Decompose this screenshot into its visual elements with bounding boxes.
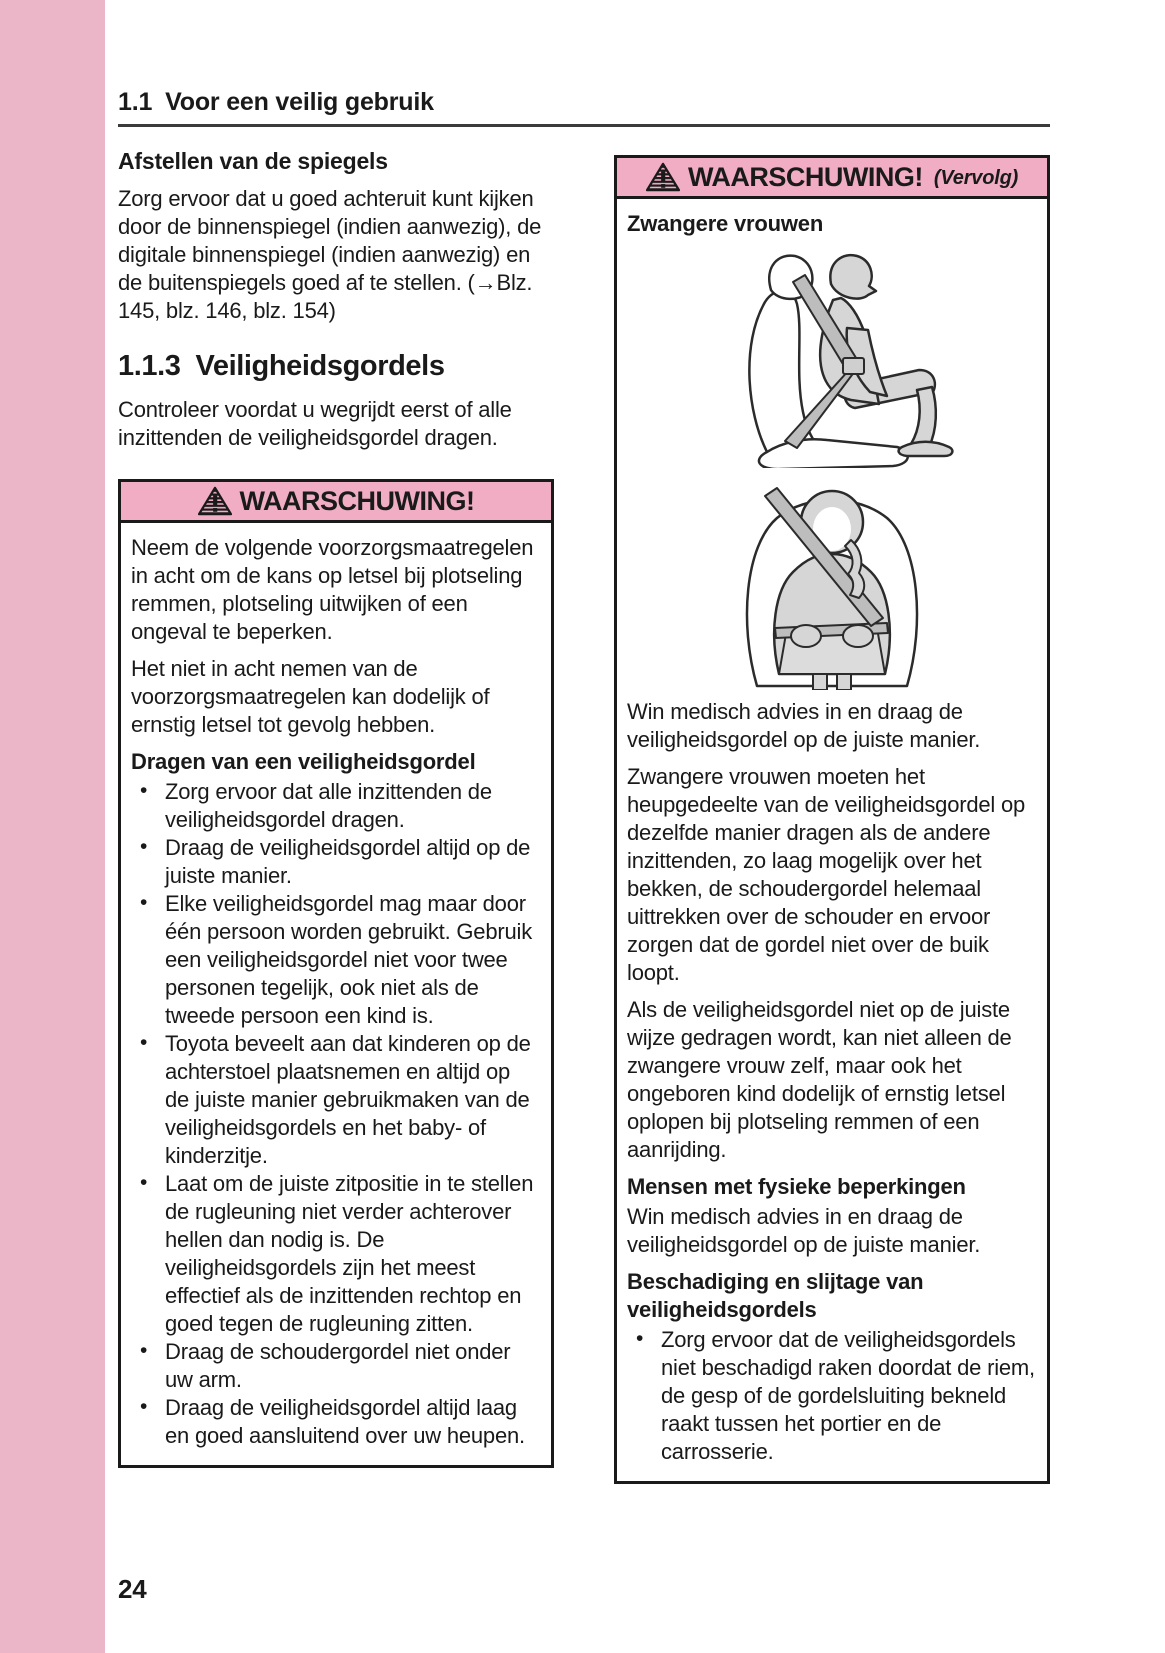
damage-heading: Beschadiging en slijtage van veiligheidsgordels xyxy=(627,1269,924,1322)
page-header xyxy=(118,0,1050,127)
warning-box-header xyxy=(617,158,1047,199)
mirrors-heading: Afstellen van de spiegels xyxy=(118,148,388,174)
page-title xyxy=(118,88,1050,117)
warning-paragraph: Neem de volgende voorzorgsmaatregelen in acht om de kans op letsel bij plotseling remmen, plotseling uitwijken of een ongeval te beperken. xyxy=(131,535,534,644)
seatbelts-section-heading xyxy=(118,350,554,383)
warning-bullet: • Elke veiligheidsgordel mag maar door één persoon worden gebruikt. Gebruik een veiligheidsgordel niet voor twee personen tegelijk, ook niet als de tweede persoon een kind is. xyxy=(131,890,539,1030)
seatbelts-paragraph: Controleer voordat u wegrijdt eerst of alle inzittenden de veiligheidsgordel dragen. xyxy=(118,397,512,450)
mirrors-paragraph: Zorg ervoor dat u goed achteruit kunt kijken door de binnenspiegel (indien aanwezig), de digitale binnenspiegel (indien aanwezig) en de buitenspiegels goed af te stellen. (→Blz. 145, blz. 146, blz. 154) xyxy=(118,186,542,323)
warning-bullet: • Draag de veiligheidsgordel altijd op de juiste manier. xyxy=(131,834,539,890)
warning-box-right xyxy=(614,155,1050,1484)
warning-title: WAARSCHUWING! xyxy=(687,161,923,192)
pregnant-woman-seatbelt-front-view xyxy=(627,476,1035,690)
warning-bullet: • Toyota beveelt aan dat kinderen op de achterstoel plaatsnemen en altijd op de juiste manier gebruikmaken van de veiligheidsgordels en het baby- of kinderzitje. xyxy=(131,1030,539,1170)
disability-heading: Mensen met fysieke beperkingen xyxy=(627,1174,966,1199)
pregnant-woman-seatbelt-side-view xyxy=(627,244,1035,468)
disability-paragraph: Win medisch advies in en draag de veiligheidsgordel op de juiste manier. xyxy=(627,1204,981,1257)
warning-bullet: • Zorg ervoor dat alle inzittenden de veiligheidsgordel dragen. xyxy=(131,778,539,834)
pregnant-paragraph: Zwangere vrouwen moeten het heupgedeelte van de veiligheidsgordel op dezelfde manier dragen als de andere inzittenden, zo laag mogelijk over het bekken, de schoudergordel helemaal uittrekken over de schouder en ervoor zorgen dat de gordel niet over de buik loopt. xyxy=(627,764,1026,985)
warning-triangle-icon xyxy=(646,162,680,192)
section-number: 1.1 xyxy=(118,88,153,116)
section-title: Voor een veilig gebruik xyxy=(165,88,434,116)
warning-box-header xyxy=(121,482,551,523)
pregnant-paragraph: Win medisch advies in en draag de veiligheidsgordel op de juiste manier. xyxy=(627,699,981,752)
warning-triangle-icon xyxy=(198,486,232,516)
warning-box-body xyxy=(617,199,1047,1481)
warning-bullet: • Laat om de juiste zitpositie in te stellen de rugleuning niet verder achterover hellen dan nodig is. De veiligheidsgordels zijn het meest effectief als de inzittenden rechtop en goed tegen de rugleuning zitten. xyxy=(131,1170,539,1338)
warning-title: WAARSCHUWING! xyxy=(239,485,475,516)
seatbelts-section-number: 1.1.3 xyxy=(118,350,181,382)
damage-bullet-list xyxy=(627,1326,1035,1466)
manual-page xyxy=(118,0,1050,1604)
page-number: 24 xyxy=(118,1574,147,1604)
warning-box-body xyxy=(121,523,551,1465)
warning-bullet-list xyxy=(131,778,539,1450)
warning-continued-label: (Vervolg) xyxy=(933,166,1019,189)
pregnant-heading: Zwangere vrouwen xyxy=(627,211,824,236)
warning-subheading: Dragen van een veiligheidsgordel xyxy=(131,749,476,774)
warning-bullet: • Draag de veiligheidsgordel altijd laag en goed aansluitend over uw heupen. xyxy=(131,1394,539,1450)
warning-paragraph: Het niet in acht nemen van de voorzorgsmaatregelen kan dodelijk of ernstig letsel tot gevolg hebben. xyxy=(131,656,490,737)
left-column xyxy=(118,148,554,1468)
right-column xyxy=(614,148,1050,1484)
pregnant-paragraph: Als de veiligheidsgordel niet op de juiste wijze gedragen wordt, kan niet alleen de zwangere vrouw zelf, maar ook het ongeboren kind dodelijk of ernstig letsel oplopen bij plotseling remmen of een aanrijding. xyxy=(627,997,1012,1162)
warning-bullet: • Draag de schoudergordel niet onder uw arm. xyxy=(131,1338,539,1394)
warning-box-left xyxy=(118,479,554,1468)
page-edge-accent-bar xyxy=(0,0,105,1653)
warning-bullet: • Zorg ervoor dat de veiligheidsgordels niet beschadigd raken doordat de riem, de gesp of de gordelsluiting bekneld raakt tussen het portier en de carrosserie. xyxy=(627,1326,1035,1466)
seatbelts-section-title: Veiligheidsgordels xyxy=(195,350,445,382)
